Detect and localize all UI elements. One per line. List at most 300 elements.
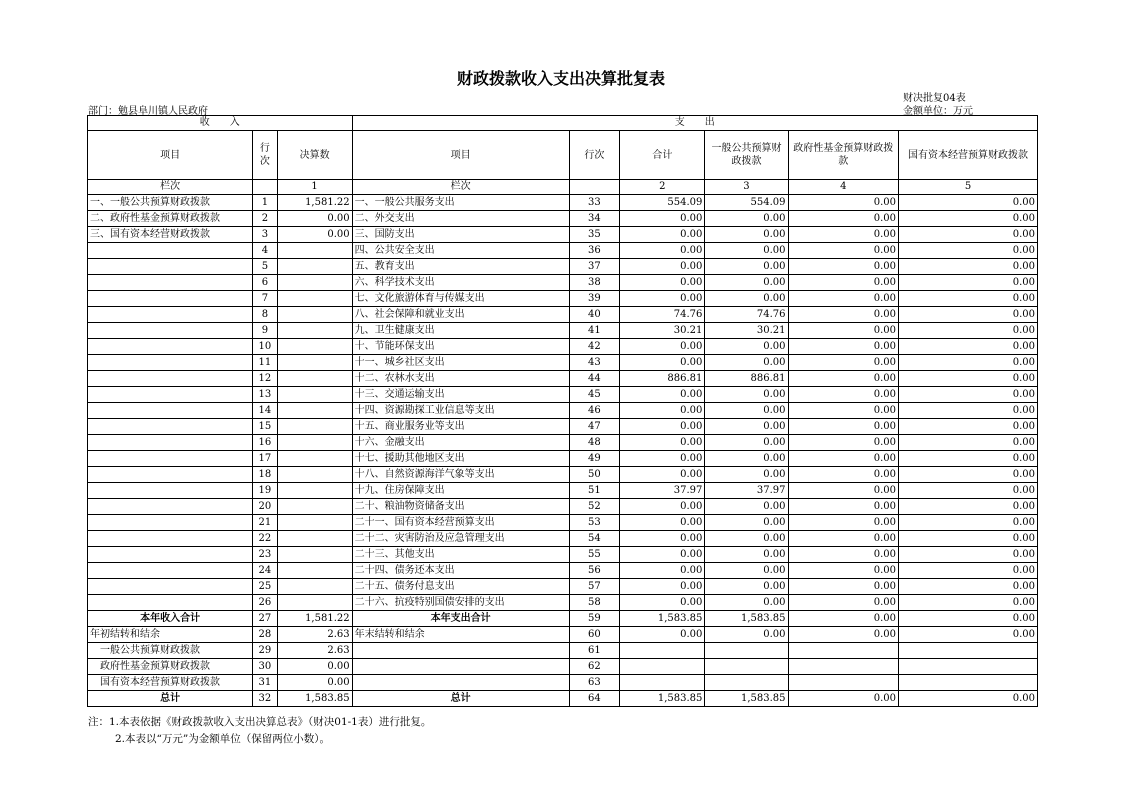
table-row [88, 595, 1038, 611]
general-budget-amount: 0.00 [705, 467, 788, 483]
expense-total: 0.00 [620, 451, 705, 467]
expense-row-no: 33 [569, 195, 620, 211]
income-item [88, 387, 253, 403]
expense-row-no: 57 [569, 579, 620, 595]
income-item [88, 579, 253, 595]
table-row [88, 291, 1038, 307]
state-capital-amount: 0.00 [899, 483, 1038, 499]
expense-item: 二十三、其他支出 [352, 547, 569, 563]
income-amount [277, 467, 352, 483]
general-budget-amount: 0.00 [705, 563, 788, 579]
income-amount [277, 387, 352, 403]
income-item [88, 307, 253, 323]
income-amount [277, 419, 352, 435]
income-item [88, 403, 253, 419]
income-item [88, 515, 253, 531]
income-row-no: 6 [253, 275, 277, 291]
income-item [88, 467, 253, 483]
expense-item: 十七、援助其他地区支出 [352, 451, 569, 467]
state-capital-amount: 0.00 [899, 403, 1038, 419]
table-row [88, 451, 1038, 467]
expense-item: 二十四、债务还本支出 [352, 563, 569, 579]
expense-row-no: 38 [569, 275, 620, 291]
income-item [88, 531, 253, 547]
gov-fund-amount: 0.00 [788, 403, 899, 419]
general-budget-amount: 0.00 [705, 627, 788, 643]
income-item [88, 563, 253, 579]
expense-total: 30.21 [620, 323, 705, 339]
lanci-2: 2 [620, 180, 705, 195]
gov-fund-amount [788, 675, 899, 691]
income-section-header: 收 入 [88, 116, 353, 131]
table-row [88, 387, 1038, 403]
expense-total: 0.00 [620, 499, 705, 515]
gov-fund-amount: 0.00 [788, 387, 899, 403]
income-amount [277, 291, 352, 307]
table-row [88, 227, 1038, 243]
state-capital-amount: 0.00 [899, 691, 1038, 707]
table-row [88, 579, 1038, 595]
state-capital-amount [899, 659, 1038, 675]
income-item [88, 355, 253, 371]
general-budget-amount: 0.00 [705, 595, 788, 611]
expense-item: 十四、资源勘探工业信息等支出 [352, 403, 569, 419]
general-budget-amount: 0.00 [705, 275, 788, 291]
expense-item: 十六、金融支出 [352, 435, 569, 451]
lanci-label: 栏次 [88, 180, 253, 195]
table-row [88, 691, 1038, 707]
col-header-item: 项目 [88, 131, 253, 180]
expense-row-no: 43 [569, 355, 620, 371]
general-budget-amount: 1,583.85 [705, 611, 788, 627]
income-item [88, 291, 253, 307]
table-row [88, 515, 1038, 531]
income-amount: 0.00 [277, 211, 352, 227]
income-amount [277, 563, 352, 579]
lanci-4: 4 [788, 180, 899, 195]
income-row-no: 21 [253, 515, 277, 531]
income-amount [277, 579, 352, 595]
income-amount [277, 275, 352, 291]
gov-fund-amount: 0.00 [788, 211, 899, 227]
table-row [88, 355, 1038, 371]
general-budget-amount: 0.00 [705, 515, 788, 531]
expense-item: 九、卫生健康支出 [352, 323, 569, 339]
col-header-gov-fund: 政府性基金预算财政拨款 [788, 131, 899, 180]
income-row-no: 13 [253, 387, 277, 403]
income-row-no: 31 [253, 675, 277, 691]
state-capital-amount: 0.00 [899, 275, 1038, 291]
table-row [88, 371, 1038, 387]
table-row [88, 275, 1038, 291]
state-capital-amount: 0.00 [899, 371, 1038, 387]
expense-row-no: 46 [569, 403, 620, 419]
table-row [88, 211, 1038, 227]
table-row [88, 259, 1038, 275]
expense-total: 1,583.85 [620, 691, 705, 707]
gov-fund-amount [788, 643, 899, 659]
expense-total: 554.09 [620, 195, 705, 211]
state-capital-amount: 0.00 [899, 227, 1038, 243]
state-capital-amount: 0.00 [899, 595, 1038, 611]
general-budget-amount: 0.00 [705, 547, 788, 563]
income-row-no: 24 [253, 563, 277, 579]
col-header-state-capital: 国有资本经营预算财政拨款 [899, 131, 1038, 180]
expense-total: 0.00 [620, 579, 705, 595]
income-row-no: 5 [253, 259, 277, 275]
income-item [88, 275, 253, 291]
gov-fund-amount: 0.00 [788, 291, 899, 307]
gov-fund-amount: 0.00 [788, 467, 899, 483]
gov-fund-amount: 0.00 [788, 371, 899, 387]
state-capital-amount: 0.00 [899, 435, 1038, 451]
expense-total: 0.00 [620, 467, 705, 483]
general-budget-amount: 74.76 [705, 307, 788, 323]
expense-item: 十一、城乡社区支出 [352, 355, 569, 371]
income-item: 一、一般公共预算财政拨款 [88, 195, 253, 211]
income-amount [277, 547, 352, 563]
expense-total: 0.00 [620, 275, 705, 291]
expense-item: 本年支出合计 [352, 611, 569, 627]
general-budget-amount: 30.21 [705, 323, 788, 339]
expense-row-no: 37 [569, 259, 620, 275]
gov-fund-amount: 0.00 [788, 531, 899, 547]
income-row-no: 3 [253, 227, 277, 243]
income-row-no: 18 [253, 467, 277, 483]
income-amount [277, 355, 352, 371]
state-capital-amount: 0.00 [899, 419, 1038, 435]
income-row-no: 23 [253, 547, 277, 563]
expense-item: 四、公共安全支出 [352, 243, 569, 259]
gov-fund-amount: 0.00 [788, 691, 899, 707]
expense-row-no: 50 [569, 467, 620, 483]
expense-row-no: 48 [569, 435, 620, 451]
table-row [88, 563, 1038, 579]
income-row-no: 15 [253, 419, 277, 435]
gov-fund-amount: 0.00 [788, 275, 899, 291]
expense-total [620, 659, 705, 675]
expense-row-no: 42 [569, 339, 620, 355]
income-row-no: 22 [253, 531, 277, 547]
expense-total: 1,583.85 [620, 611, 705, 627]
general-budget-amount: 0.00 [705, 227, 788, 243]
state-capital-amount: 0.00 [899, 387, 1038, 403]
income-amount [277, 243, 352, 259]
gov-fund-amount: 0.00 [788, 339, 899, 355]
state-capital-amount: 0.00 [899, 579, 1038, 595]
lanci-empty2 [569, 180, 620, 195]
general-budget-amount [705, 659, 788, 675]
gov-fund-amount: 0.00 [788, 435, 899, 451]
income-item: 一般公共预算财政拨款 [88, 643, 253, 659]
expense-row-no: 52 [569, 499, 620, 515]
general-budget-amount: 0.00 [705, 211, 788, 227]
lanci-label2: 栏次 [352, 180, 569, 195]
income-amount: 1,581.22 [277, 195, 352, 211]
general-budget-amount: 0.00 [705, 499, 788, 515]
income-item [88, 547, 253, 563]
expense-row-no: 47 [569, 419, 620, 435]
state-capital-amount: 0.00 [899, 355, 1038, 371]
income-item [88, 483, 253, 499]
income-item: 政府性基金预算财政拨款 [88, 659, 253, 675]
state-capital-amount: 0.00 [899, 467, 1038, 483]
unit-label: 金额单位：万元 [903, 106, 973, 117]
income-amount [277, 259, 352, 275]
income-row-no: 7 [253, 291, 277, 307]
income-row-no: 27 [253, 611, 277, 627]
gov-fund-amount [788, 659, 899, 675]
income-row-no: 28 [253, 627, 277, 643]
expense-row-no: 39 [569, 291, 620, 307]
general-budget-amount: 37.97 [705, 483, 788, 499]
income-amount: 1,581.22 [277, 611, 352, 627]
expense-item [352, 675, 569, 691]
col-header-general-budget: 一般公共预算财政拨款 [705, 131, 788, 180]
page-title: 财政拨款收入支出决算批复表 [456, 69, 665, 88]
gov-fund-amount: 0.00 [788, 483, 899, 499]
expense-total: 0.00 [620, 259, 705, 275]
income-item [88, 259, 253, 275]
income-item: 年初结转和结余 [88, 627, 253, 643]
col-header-total: 合计 [620, 131, 705, 180]
income-amount [277, 451, 352, 467]
state-capital-amount: 0.00 [899, 339, 1038, 355]
expense-item: 七、文化旅游体育与传媒支出 [352, 291, 569, 307]
expense-row-no: 41 [569, 323, 620, 339]
state-capital-amount: 0.00 [899, 291, 1038, 307]
income-row-no: 16 [253, 435, 277, 451]
income-row-no: 30 [253, 659, 277, 675]
expense-row-no: 34 [569, 211, 620, 227]
expense-row-no: 60 [569, 627, 620, 643]
expense-item: 十五、商业服务业等支出 [352, 419, 569, 435]
state-capital-amount: 0.00 [899, 451, 1038, 467]
general-budget-amount: 0.00 [705, 403, 788, 419]
expense-total: 37.97 [620, 483, 705, 499]
table-row [88, 643, 1038, 659]
general-budget-amount: 554.09 [705, 195, 788, 211]
expense-section-header: 支 出 [352, 116, 1037, 131]
expense-item: 八、社会保障和就业支出 [352, 307, 569, 323]
expense-item: 二、外交支出 [352, 211, 569, 227]
income-row-no: 9 [253, 323, 277, 339]
gov-fund-amount: 0.00 [788, 243, 899, 259]
income-amount: 0.00 [277, 675, 352, 691]
income-amount [277, 339, 352, 355]
general-budget-amount: 0.00 [705, 579, 788, 595]
expense-total [620, 643, 705, 659]
income-row-no: 11 [253, 355, 277, 371]
col-header-amount: 决算数 [277, 131, 352, 180]
general-budget-amount: 0.00 [705, 339, 788, 355]
general-budget-amount: 0.00 [705, 451, 788, 467]
expense-row-no: 35 [569, 227, 620, 243]
table-row [88, 243, 1038, 259]
expense-total: 0.00 [620, 547, 705, 563]
col-header-row-no: 行次 [253, 131, 277, 180]
income-amount [277, 499, 352, 515]
general-budget-amount: 0.00 [705, 531, 788, 547]
lanci-3: 3 [705, 180, 788, 195]
col-header-item2: 项目 [352, 131, 569, 180]
table-row [88, 611, 1038, 627]
expense-item: 五、教育支出 [352, 259, 569, 275]
gov-fund-amount: 0.00 [788, 563, 899, 579]
expense-total: 0.00 [620, 387, 705, 403]
state-capital-amount: 0.00 [899, 627, 1038, 643]
table-row [88, 627, 1038, 643]
state-capital-amount: 0.00 [899, 563, 1038, 579]
expense-total: 0.00 [620, 595, 705, 611]
expense-item: 六、科学技术支出 [352, 275, 569, 291]
expense-row-no: 56 [569, 563, 620, 579]
gov-fund-amount: 0.00 [788, 515, 899, 531]
income-row-no: 8 [253, 307, 277, 323]
note-1: 注：1.本表依据《财政拨款收入支出决算总表》（财决01-1表）进行批复。 [88, 716, 432, 728]
table-row [88, 419, 1038, 435]
expense-item: 十九、住房保障支出 [352, 483, 569, 499]
state-capital-amount [899, 675, 1038, 691]
gov-fund-amount: 0.00 [788, 451, 899, 467]
general-budget-amount: 0.00 [705, 243, 788, 259]
expense-total: 0.00 [620, 419, 705, 435]
income-item: 二、政府性基金预算财政拨款 [88, 211, 253, 227]
table-row [88, 499, 1038, 515]
expense-total: 0.00 [620, 355, 705, 371]
income-item [88, 243, 253, 259]
gov-fund-amount: 0.00 [788, 195, 899, 211]
income-amount [277, 435, 352, 451]
general-budget-amount: 0.00 [705, 291, 788, 307]
income-row-no: 26 [253, 595, 277, 611]
income-amount [277, 531, 352, 547]
expense-item: 十三、交通运输支出 [352, 387, 569, 403]
expense-item: 总计 [352, 691, 569, 707]
col-header-row-no2: 行次 [569, 131, 620, 180]
general-budget-amount: 0.00 [705, 419, 788, 435]
expense-total: 0.00 [620, 531, 705, 547]
expense-row-no: 49 [569, 451, 620, 467]
income-item [88, 451, 253, 467]
income-amount: 2.63 [277, 643, 352, 659]
income-row-no: 32 [253, 691, 277, 707]
income-row-no: 10 [253, 339, 277, 355]
general-budget-amount: 1,583.85 [705, 691, 788, 707]
income-item: 国有资本经营预算财政拨款 [88, 675, 253, 691]
table-row [88, 307, 1038, 323]
table-row [88, 323, 1038, 339]
state-capital-amount: 0.00 [899, 499, 1038, 515]
gov-fund-amount: 0.00 [788, 307, 899, 323]
expense-item: 十八、自然资源海洋气象等支出 [352, 467, 569, 483]
expense-total [620, 675, 705, 691]
state-capital-amount: 0.00 [899, 547, 1038, 563]
gov-fund-amount: 0.00 [788, 627, 899, 643]
expense-item: 三、国防支出 [352, 227, 569, 243]
expense-total: 0.00 [620, 227, 705, 243]
expense-row-no: 59 [569, 611, 620, 627]
expense-item: 二十、粮油物资储备支出 [352, 499, 569, 515]
table-row [88, 531, 1038, 547]
income-amount: 2.63 [277, 627, 352, 643]
expense-row-no: 55 [569, 547, 620, 563]
table-row [88, 659, 1038, 675]
income-item [88, 419, 253, 435]
expense-total: 0.00 [620, 339, 705, 355]
income-row-no: 12 [253, 371, 277, 387]
state-capital-amount: 0.00 [899, 259, 1038, 275]
gov-fund-amount: 0.00 [788, 355, 899, 371]
expense-total: 0.00 [620, 291, 705, 307]
expense-item: 二十六、抗疫特别国债安排的支出 [352, 595, 569, 611]
income-amount: 0.00 [277, 659, 352, 675]
expense-row-no: 58 [569, 595, 620, 611]
lanci-empty [253, 180, 277, 195]
expense-item: 一、一般公共服务支出 [352, 195, 569, 211]
income-amount [277, 595, 352, 611]
expense-total: 0.00 [620, 211, 705, 227]
expense-total: 74.76 [620, 307, 705, 323]
gov-fund-amount: 0.00 [788, 547, 899, 563]
state-capital-amount: 0.00 [899, 195, 1038, 211]
income-row-no: 1 [253, 195, 277, 211]
state-capital-amount: 0.00 [899, 323, 1038, 339]
expense-row-no: 36 [569, 243, 620, 259]
gov-fund-amount: 0.00 [788, 259, 899, 275]
table-row [88, 339, 1038, 355]
table-row [88, 403, 1038, 419]
income-row-no: 29 [253, 643, 277, 659]
expense-total: 0.00 [620, 627, 705, 643]
form-number: 财决批复04表 [903, 93, 966, 104]
income-item [88, 435, 253, 451]
state-capital-amount: 0.00 [899, 531, 1038, 547]
table-row [88, 435, 1038, 451]
income-row-no: 4 [253, 243, 277, 259]
gov-fund-amount: 0.00 [788, 419, 899, 435]
income-item [88, 371, 253, 387]
expense-row-no: 44 [569, 371, 620, 387]
income-amount [277, 515, 352, 531]
income-row-no: 14 [253, 403, 277, 419]
expense-item: 十、节能环保支出 [352, 339, 569, 355]
income-item [88, 595, 253, 611]
income-item: 本年收入合计 [88, 611, 253, 627]
expense-item: 二十五、债务付息支出 [352, 579, 569, 595]
gov-fund-amount: 0.00 [788, 227, 899, 243]
gov-fund-amount: 0.00 [788, 323, 899, 339]
expense-row-no: 63 [569, 675, 620, 691]
general-budget-amount [705, 643, 788, 659]
general-budget-amount: 886.81 [705, 371, 788, 387]
gov-fund-amount: 0.00 [788, 595, 899, 611]
income-amount [277, 403, 352, 419]
state-capital-amount: 0.00 [899, 515, 1038, 531]
income-row-no: 20 [253, 499, 277, 515]
expense-total: 0.00 [620, 243, 705, 259]
expense-row-no: 51 [569, 483, 620, 499]
income-amount [277, 307, 352, 323]
state-capital-amount: 0.00 [899, 611, 1038, 627]
expense-row-no: 64 [569, 691, 620, 707]
income-amount [277, 371, 352, 387]
expense-total: 0.00 [620, 563, 705, 579]
expense-row-no: 54 [569, 531, 620, 547]
state-capital-amount [899, 643, 1038, 659]
expense-item [352, 643, 569, 659]
income-row-no: 17 [253, 451, 277, 467]
